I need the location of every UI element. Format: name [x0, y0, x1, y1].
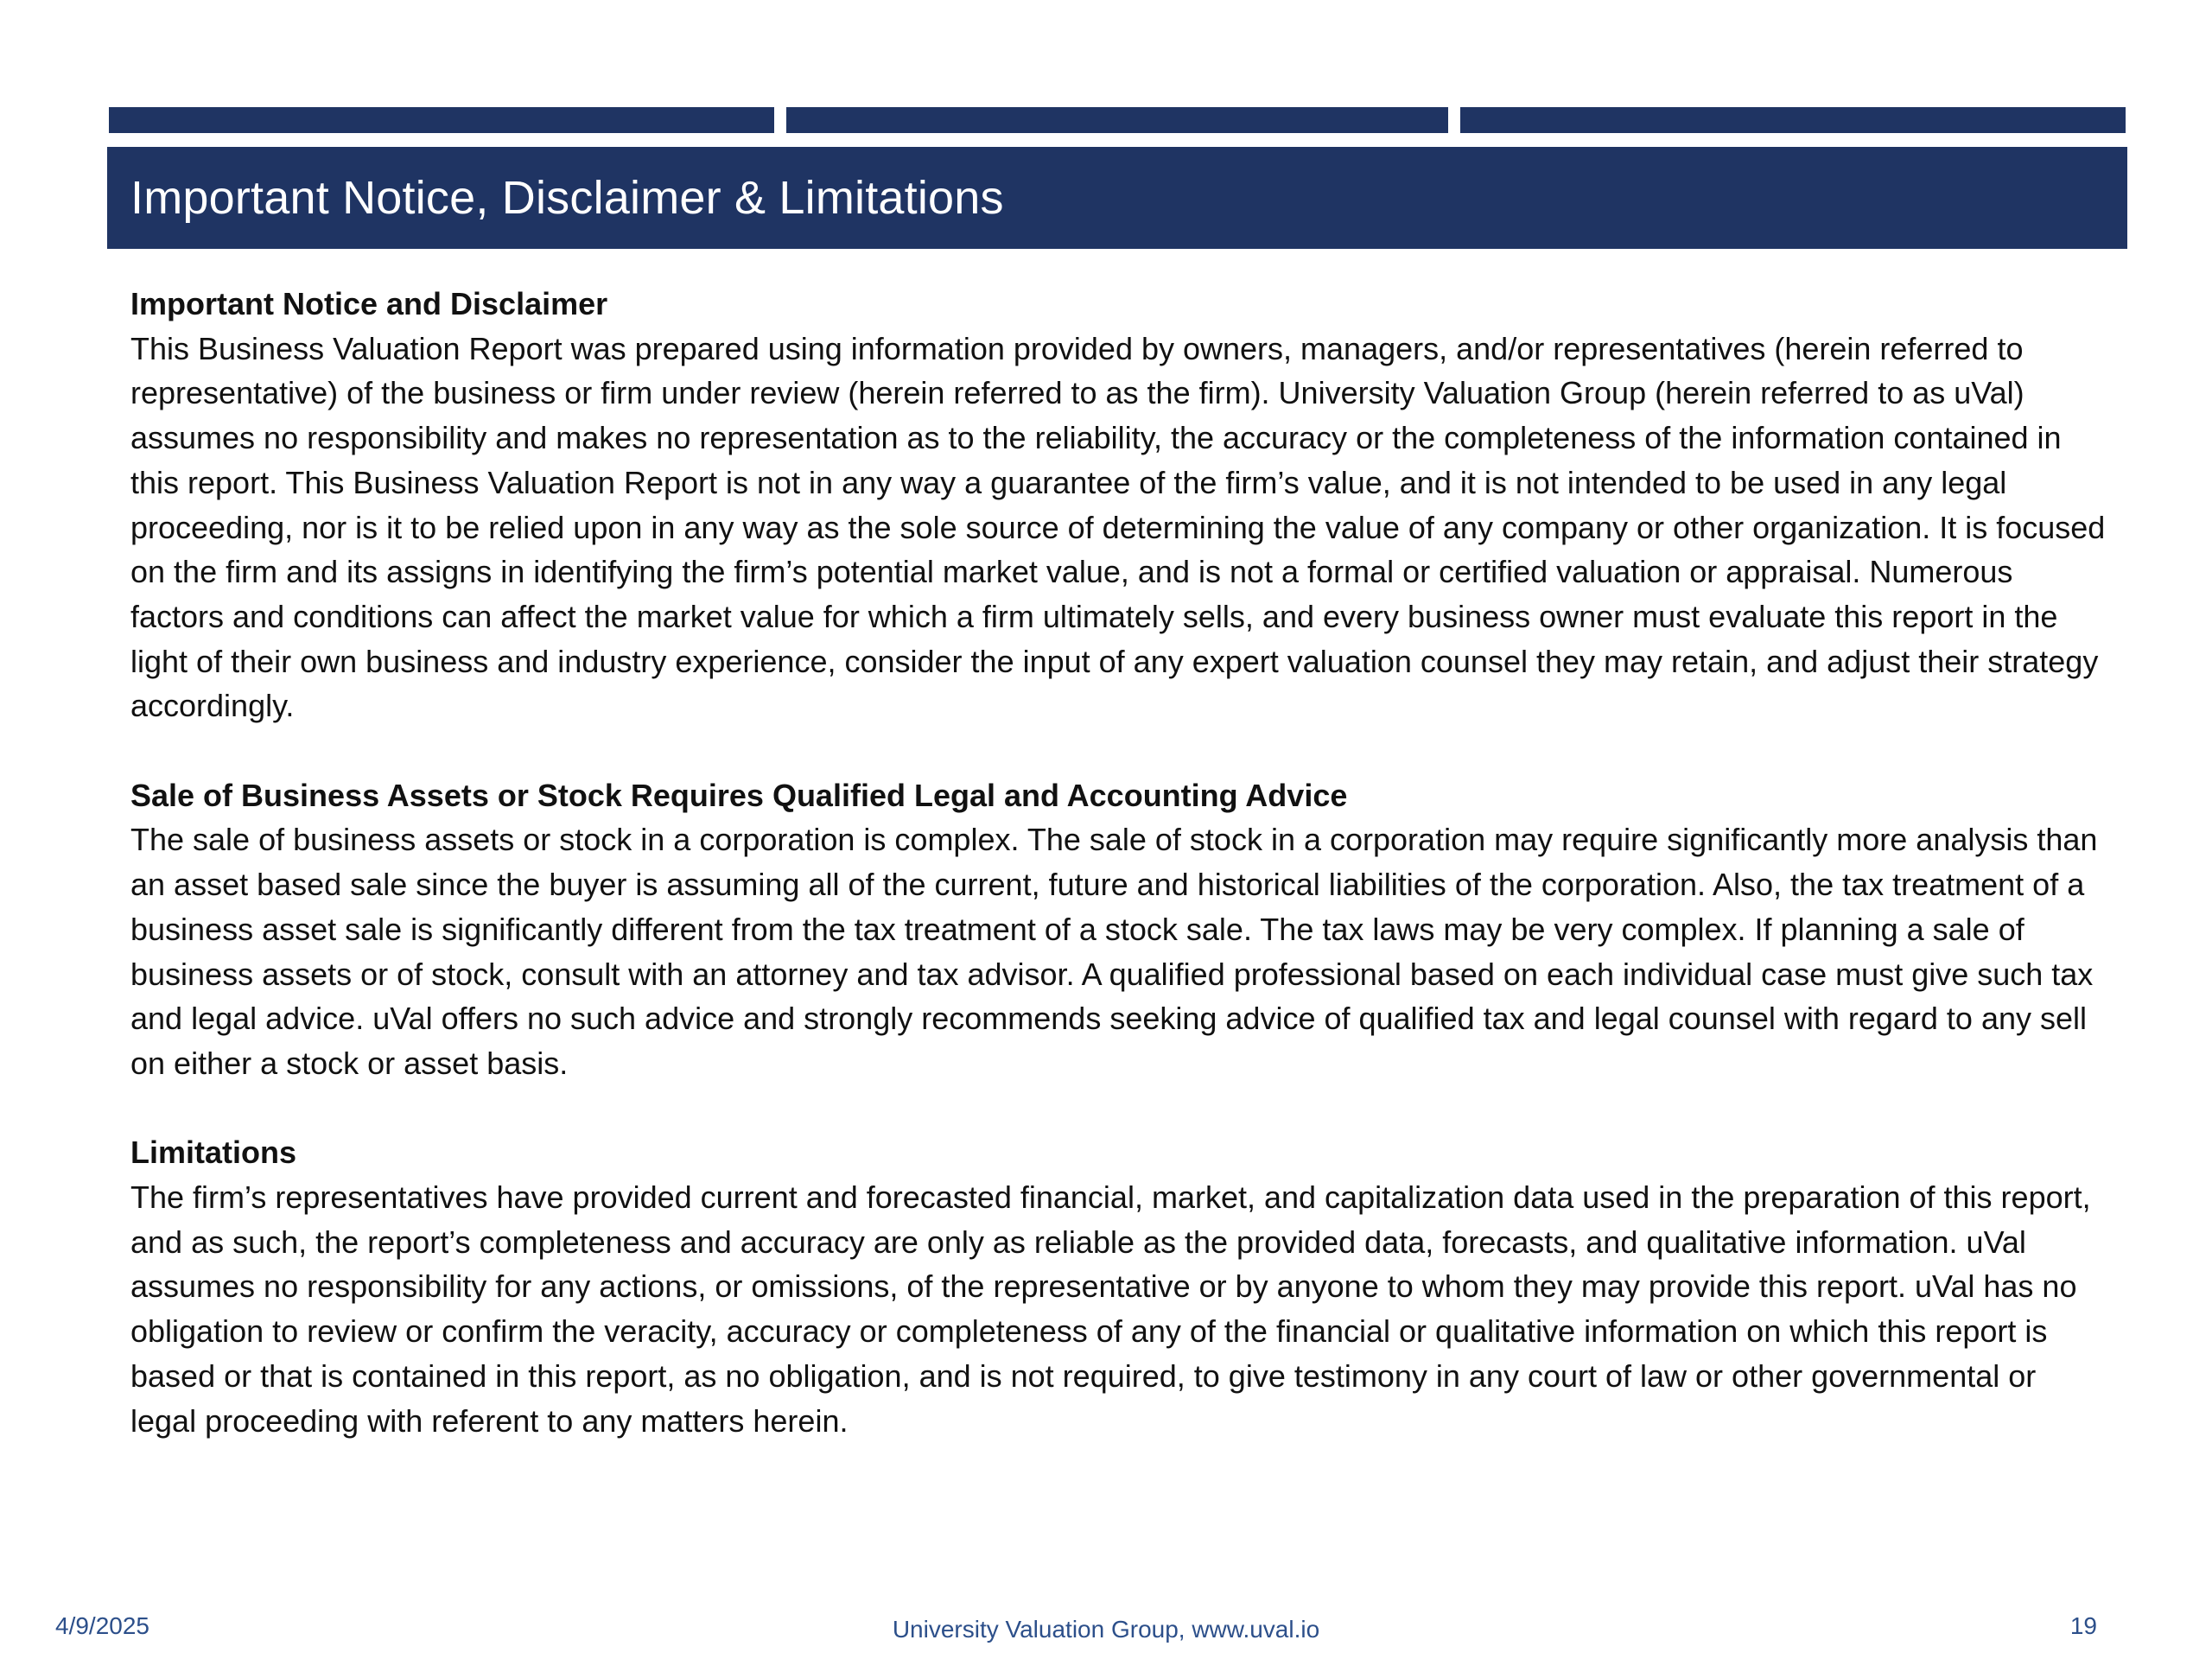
section-limitations — [130, 1130, 2109, 1443]
top-bar-3 — [1460, 107, 2126, 133]
section-body: The firm’s representatives have provided current and forecasted financial, market, and capitalization data used in the preparation of this report, and as such, the report’s completeness and accuracy are only as reliable as the provided data, forecasts, and qualitative information. uVal assumes no responsibility for any actions, or omissions, of the representative or by anyone to whom they may provide this report. uVal has no obligation to review or confirm the veracity, accuracy or completeness of any of the financial or qualitative information on which this report is based or that is contained in this report, as no obligation, and is not required, to give testimony in any court of law or other governmental or legal proceeding with referent to any matters herein. — [130, 1179, 2091, 1439]
section-heading: Limitations — [130, 1135, 297, 1171]
footer-company: University Valuation Group, www.uval.io — [892, 1616, 1320, 1643]
slide-title: Important Notice, Disclaimer & Limitations — [130, 172, 1004, 224]
section-sale-of-assets — [130, 773, 2109, 1086]
section-body: The sale of business assets or stock in a corporation is complex. The sale of stock in a corporation may require significantly more analysis than an asset based sale since the buyer is assuming all of the current, future and historical liabilities of the corporation. Also, the tax treatment of a business asset sale is significantly different from the tax treatment of a stock sale. The tax laws may be very complex. If planning a sale of business assets or of stock, consult with an attorney and tax advisor. A qualified professional based on each individual case must give such tax and legal advice. uVal offers no such advice and strongly recommends seeking advice of qualified tax and legal counsel with regard to any sell on either a stock or asset basis. — [130, 822, 2098, 1081]
section-heading: Sale of Business Assets or Stock Requires Qualified Legal and Accounting Advice — [130, 777, 1348, 813]
top-bar-2 — [786, 107, 1448, 133]
content-area — [130, 282, 2109, 1488]
top-decorative-bars — [109, 107, 2126, 133]
page-number: 19 — [2069, 1612, 2097, 1639]
footer-date: 4/9/2025 — [55, 1612, 149, 1639]
section-heading: Important Notice and Disclaimer — [130, 286, 608, 321]
top-bar-1 — [109, 107, 774, 133]
section-body: This Business Valuation Report was prepared using information provided by owners, managers, and/or representatives (herein referred to representative) of the business or firm under review (herein referred to as the firm). University Valuation Group (herein referred to as uVal) assumes no responsibility and makes no representation as to the reliability, the accuracy or the completeness of the information contained in this report. This Business Valuation Report is not in any way a guarantee of the firm’s value, and it is not intended to be used in any legal proceeding, nor is it to be relied upon in any way as the sole source of determining the value of any company or other organization. It is focused on the firm and its assigns in identifying the firm’s potential market value, and is not a formal or certified valuation or appraisal. Numerous factors and conditions can affect the market value for which a firm ultimately sells, and every business owner must evaluate this report in the light of their own business and industry experience, consider the input of any expert valuation counsel they may retain, and adjust their strategy accordingly. — [130, 330, 2106, 724]
title-band — [107, 147, 2127, 249]
section-notice-disclaimer — [130, 282, 2109, 728]
